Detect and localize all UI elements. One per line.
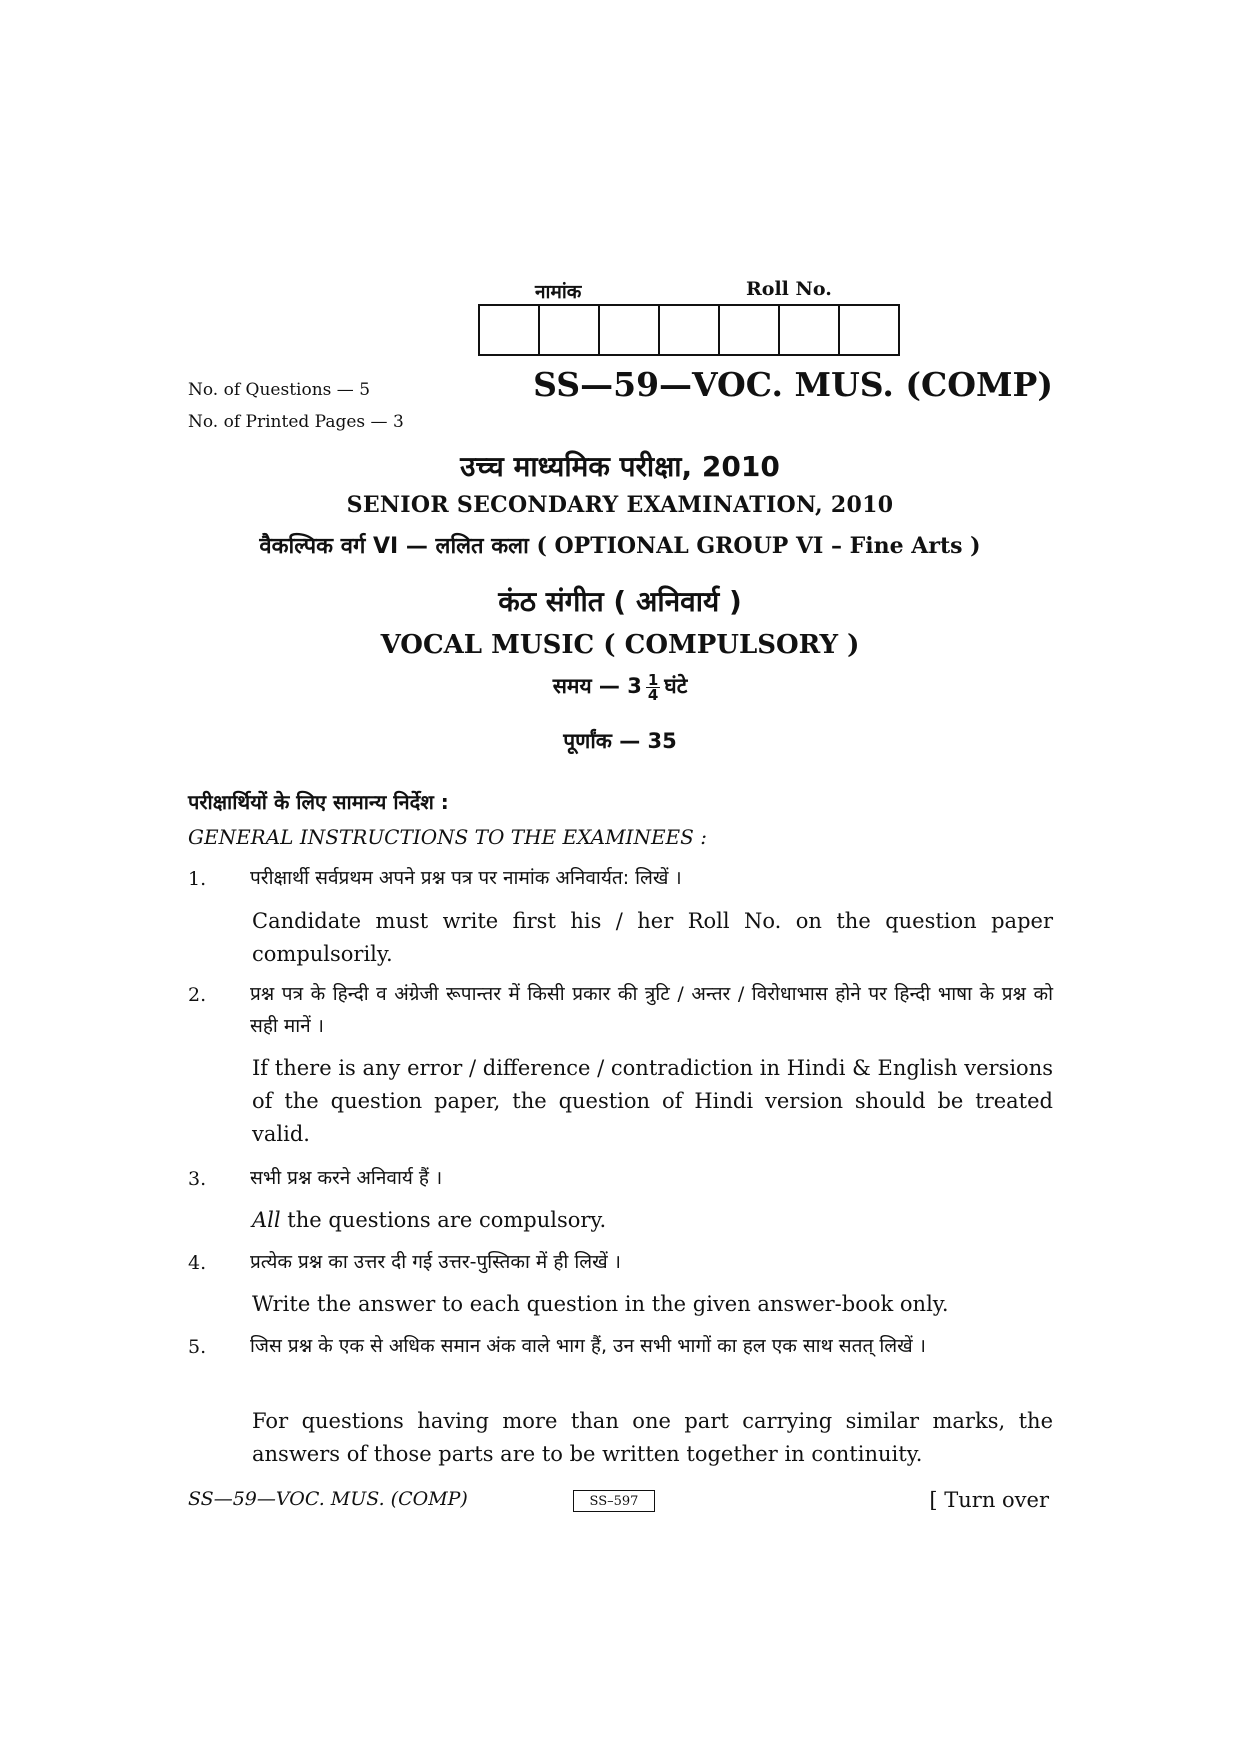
instruction-english-italic: All: [252, 1208, 281, 1232]
instruction-english: For questions having more than one part carrying similar marks, the answers of those parts are to be written together in continuity.: [252, 1409, 1053, 1466]
instruction-english: Candidate must write first his / her Roll No. on the question paper compulsorily.: [252, 909, 1053, 966]
instruction-number: 1.: [188, 868, 207, 890]
roll-box[interactable]: [600, 306, 660, 354]
group-english: ( OPTIONAL GROUP VI – Fine Arts ): [536, 533, 981, 559]
roll-box[interactable]: [660, 306, 720, 354]
num-printed-pages: No. of Printed Pages — 3: [188, 412, 404, 432]
group-hindi: वैकल्पिक वर्ग VI — ललित कला: [259, 534, 529, 559]
time-allowed: [0, 672, 1240, 702]
instruction-english: If there is any error / difference / contradiction in Hindi & English versions of the question paper, the question of Hindi version should be treated valid.: [252, 1056, 1053, 1146]
roll-label-hindi: नामांक: [535, 281, 582, 303]
optional-group: [0, 530, 1240, 560]
instruction-english-rest: the questions are compulsory.: [280, 1208, 607, 1232]
footer-paper-code: SS—59—VOC. MUS. (COMP): [188, 1488, 468, 1510]
roll-box[interactable]: [780, 306, 840, 354]
fraction-numerator: 1: [647, 670, 659, 689]
turn-over-note: [ Turn over: [929, 1488, 1049, 1512]
time-prefix: समय — 3: [552, 674, 642, 698]
instruction-hindi: सभी प्रश्न करने अनिवार्य हैं ।: [250, 1167, 443, 1189]
subject-english: VOCAL MUSIC ( COMPULSORY ): [380, 630, 860, 660]
instruction-number: 2.: [188, 984, 207, 1006]
instruction-number: 5.: [188, 1336, 207, 1358]
instructions-heading-hindi: परीक्षार्थियों के लिए सामान्य निर्देश :: [188, 790, 449, 814]
instruction-english: Write the answer to each question in the given answer-book only.: [252, 1292, 949, 1316]
instructions-heading-english: GENERAL INSTRUCTIONS TO THE EXAMINEES :: [188, 825, 707, 849]
instruction-hindi: जिस प्रश्न के एक से अधिक समान अंक वाले भाग हैं, उन सभी भागों का हल एक साथ सतत् लिखें ।: [250, 1335, 926, 1357]
instruction-number: 4.: [188, 1252, 207, 1274]
exam-title-hindi: उच्च माध्यमिक परीक्षा, 2010: [460, 450, 780, 483]
instruction-number: 3.: [188, 1168, 207, 1190]
time-fraction: [646, 670, 660, 704]
roll-box[interactable]: [720, 306, 780, 354]
paper-code: SS—59—VOC. MUS. (COMP): [533, 365, 1053, 404]
roll-box[interactable]: [840, 306, 898, 354]
roll-number-boxes[interactable]: [478, 304, 900, 356]
full-marks: पूर्णांक — 35: [563, 729, 677, 753]
fraction-denominator: 4: [647, 685, 659, 704]
instruction-hindi: प्रत्येक प्रश्न का उत्तर दी गई उत्तर-पुस्तिका में ही लिखें ।: [250, 1251, 621, 1273]
roll-box[interactable]: [480, 306, 540, 354]
subject-hindi: कंठ संगीत ( अनिवार्य ): [498, 585, 742, 618]
footer-code-box: SS–597: [573, 1490, 655, 1512]
instruction-hindi: प्रश्न पत्र के हिन्दी व अंग्रेजी रूपान्तर में किसी प्रकार की त्रुटि / अन्तर / विरोधाभास होने पर हिन्दी भाषा के प्रश्न को सही मानें ।: [250, 983, 1053, 1037]
instruction-hindi: परीक्षार्थी सर्वप्रथम अपने प्रश्न पत्र पर नामांक अनिवार्यत: लिखें ।: [250, 867, 682, 889]
instruction-english: [252, 1204, 1053, 1237]
time-suffix: घंटे: [664, 674, 688, 698]
exam-title-english: SENIOR SECONDARY EXAMINATION, 2010: [346, 492, 894, 518]
roll-label-english: Roll No.: [746, 278, 832, 300]
num-questions: No. of Questions — 5: [188, 380, 371, 400]
roll-box[interactable]: [540, 306, 600, 354]
